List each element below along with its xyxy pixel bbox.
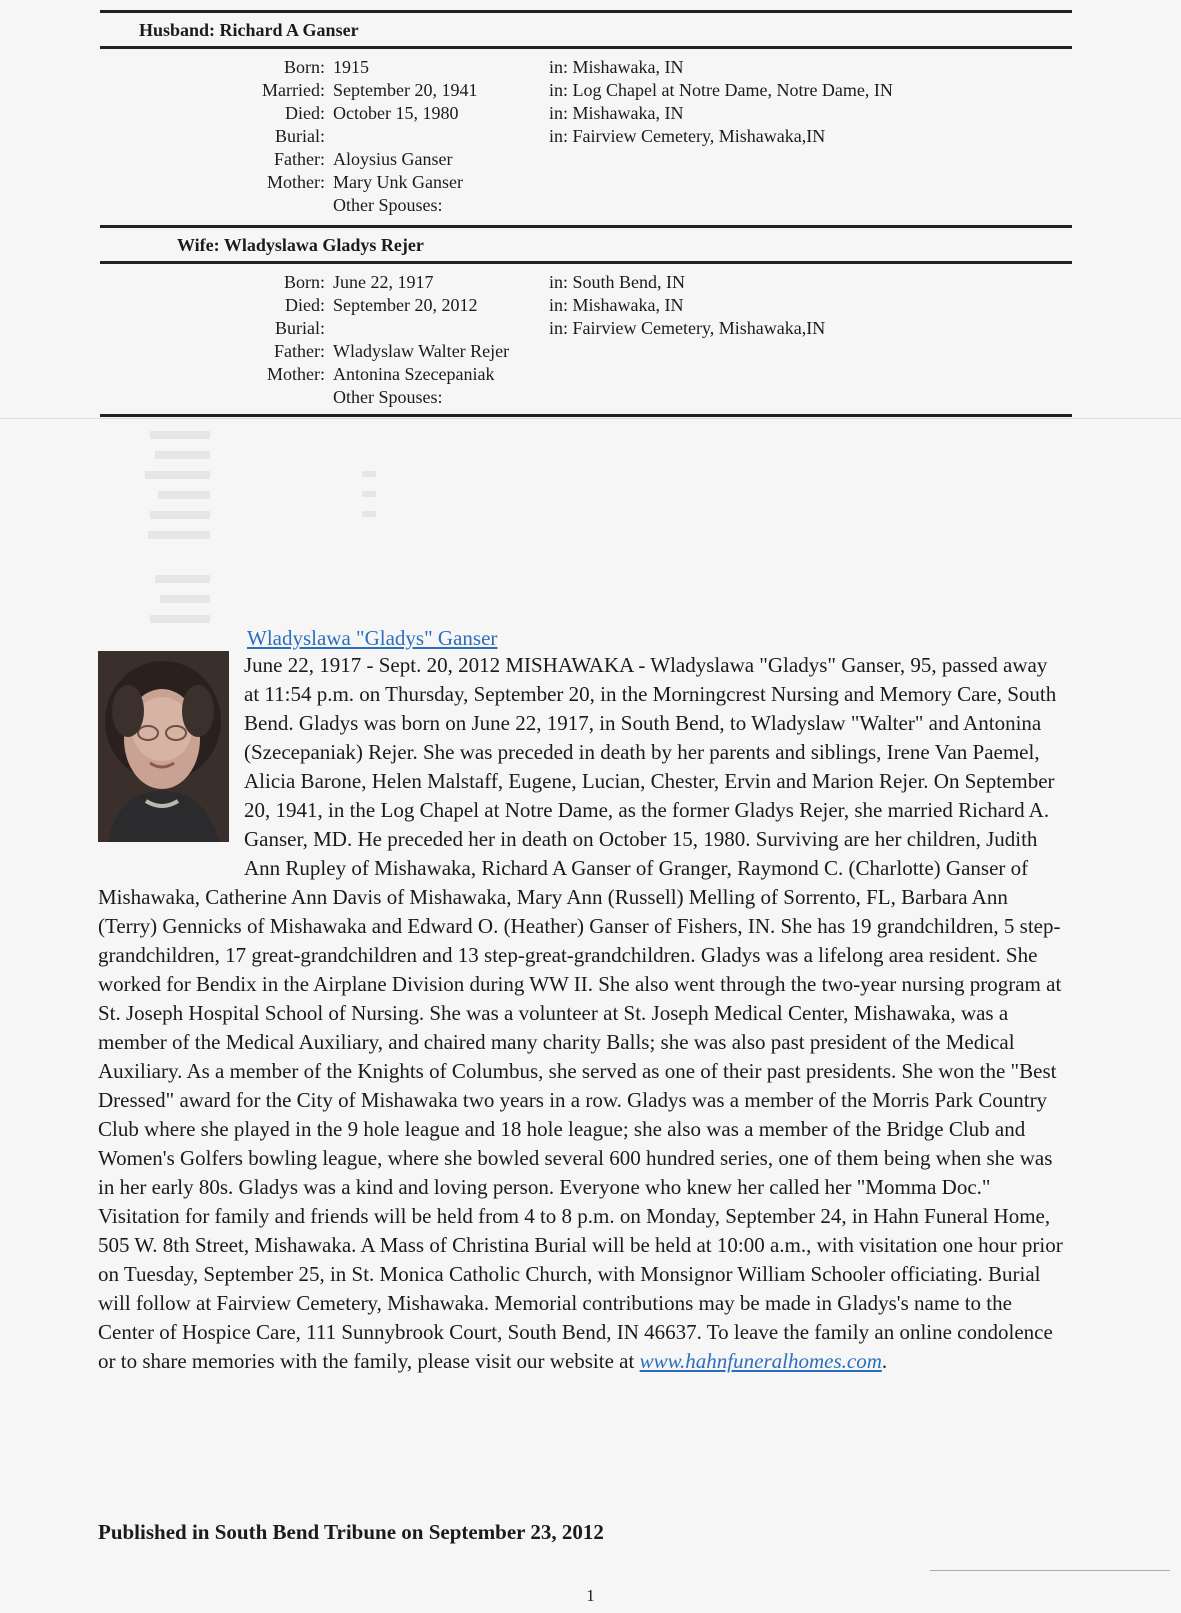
top-rule: [100, 10, 1072, 13]
father-value: Wladyslaw Walter Rejer: [333, 341, 510, 361]
died-location: in: Mishawaka, IN: [549, 295, 684, 315]
mother-value: Antonina Szecepaniak: [333, 364, 495, 384]
obituary-name-link[interactable]: Wladyslawa "Gladys" Ganser: [247, 626, 498, 650]
father-label: Father:: [274, 149, 325, 169]
husband-name: Richard A Ganser: [219, 20, 359, 40]
other-spouses-label: Other Spouses:: [333, 195, 443, 215]
mother-value: Mary Unk Ganser: [333, 172, 463, 192]
wife-born-row: [100, 271, 1072, 294]
married-value: September 20, 1941: [333, 80, 478, 100]
page-number: 1: [586, 1586, 595, 1605]
burial-label: Burial:: [275, 318, 325, 338]
obituary-body: June 22, 1917 - Sept. 20, 2012 MISHAWAKA - Wladyslawa "Gladys" Ganser, 95, passed away at 11:54 p.m. on Thursday, September 20, in the Morningcrest Nursing and Memory Care, South Bend. Gladys was born on June 22, 1917, in South Bend, to Wladyslaw "Walter" and Antonina (Szecepaniak) Rejer. She was preceded in death by her parents and siblings, Irene Van Paemel, Alicia Barone, Helen Malstaff, Eugene, Lucian, Chester, Ervin and Marion Rejer. On September 20, 1941, in the Log Chapel at Notre Dame, as the former Gladys Rejer, she married Richard A. Ganser, MD. He preceded her in death on October 15, 1980. Surviving are her children, Judith Ann Rupley of Mishawaka, Richard A Ganser of Granger, Raymond C. (Charlotte) Ganser of Mishawaka, Catherine Ann Davis of Mishawaka, Mary Ann (Russell) Melling of Sorrento, FL, Barbara Ann (Terry) Gennicks of Mishawaka and Edward O. (Heather) Ganser of Fishers, IN. She has 19 grandchildren, 5 step-grandchildren, 17 great-grandchildren and 13 step-great-grandchildren. Gladys was a lifelong area resident. She worked for Bendix in the Airplane Division during WW II. She also went through the two-year nursing program at St. Joseph Hospital School of Nursing. She was a volunteer at St. Joseph Medical Center, Mishawaka, was a member of the Medical Auxiliary, and chaired many charity Balls; she was also past president of the Medical Auxiliary. As a member of the Knights of Columbus, she served as one of their past presidents. She won the "Best Dressed" award for the City of Mishawaka two years in a row. Gladys was a member of the Morris Park Country Club where she played in the 9 hole league and 18 hole league; she also was a member of the Bridge Club and Women's Golfers bowling league, where she bowled several 600 hundred series, one of them being when she was in her early 80s. Gladys was a kind and loving person. Everyone who knew her called her "Momma Doc." Visitation for family and friends will be held from 4 to 8 p.m. on Monday, September 24, in Hahn Funeral Home, 505 W. 8th Street, Mishawaka. A Mass of Christina Burial will be held at 10:00 a.m., with visitation one hour prior on Tuesday, September 25, in St. Monica Catholic Church, with Monsignor William Schooler officiating. Burial will follow at Fairview Cemetery, Mishawaka. Memorial contributions may be made in Gladys's name to the Center of Hospice Care, 111 Sunnybrook Court, South Bend, IN 46637. To leave the family an online condolence or to share memories with the family, please visit our website at www.hahnfuneralhomes.com.: [98, 653, 1063, 1373]
burial-location: in: Fairview Cemetery, Mishawaka,IN: [549, 318, 826, 338]
wife-other-spouses-row: [100, 386, 1072, 409]
page-separator: [0, 418, 1181, 419]
wife-name: Wladyslawa Gladys Rejer: [223, 235, 424, 255]
husband-rule: [100, 46, 1072, 49]
published-line: Published in South Bend Tribune on September 23, 2012: [98, 1520, 604, 1544]
died-location: in: Mishawaka, IN: [549, 103, 684, 123]
wife-bottom-rule: [100, 414, 1072, 417]
born-value: June 22, 1917: [333, 272, 434, 292]
husband-father-row: [100, 148, 1072, 171]
husband-born-row: [100, 56, 1072, 79]
website-link[interactable]: www.hahnfuneralhomes.com: [639, 1349, 882, 1373]
mother-label: Mother:: [267, 172, 325, 192]
wife-father-row: [100, 340, 1072, 363]
husband-other-spouses-row: [100, 194, 1072, 217]
wife-heading: Wife: Wladyslawa Gladys Rejer: [177, 235, 424, 255]
wife-rule: [100, 261, 1072, 264]
husband-married-row: [100, 79, 1072, 102]
husband-mother-row: [100, 171, 1072, 194]
footer-line: [930, 1570, 1170, 1571]
married-location: in: Log Chapel at Notre Dame, Notre Dame, IN: [549, 80, 893, 100]
born-location: in: South Bend, IN: [549, 272, 686, 292]
burial-label: Burial:: [275, 126, 325, 146]
burial-location: in: Fairview Cemetery, Mishawaka,IN: [549, 126, 826, 146]
obituary-text: June 22, 1917 - Sept. 20, 2012 MISHAWAKA - Wladyslawa "Gladys" Ganser, 95, passed away at 11:54 p.m. on Thursday, September 20, in the Morningcrest Nursing and Memory Care, South Bend. Gladys was born on June 22, 1917, in South Bend, to Wladyslaw "Walter" and Antonina (Szecepaniak) Rejer. She was preceded in death by her parents and siblings, Irene Van Paemel, Alicia Barone, Helen Malstaff, Eugene, Lucian, Chester, Ervin and Marion Rejer. On September 20, 1941, in the Log Chapel at Notre Dame, as the former Gladys Rejer, she married Richard A. Ganser, MD. He preceded her in death on October 15, 1980. Surviving are her children, Judith Ann Rupley of Mishawaka, Richard A Ganser of Granger, Raymond C. (Charlotte) Ganser of Mishawaka, Catherine Ann Davis of Mishawaka, Mary Ann (Russell) Melling of Sorrento, FL, Barbara Ann (Terry) Gennicks of Mishawaka and Edward O. (Heather) Ganser of Fishers, IN. She has 19 grandchildren, 5 step-grandchildren, 17 great-grandchildren and 13 step-great-grandchildren. Gladys was a lifelong area resident. She worked for Bendix in the Airplane Division during WW II. She also went through the two-year nursing program at St. Joseph Hospital School of Nursing. She was a volunteer at St. Joseph Medical Center, Mishawaka, was a member of the Medical Auxiliary, and chaired many charity Balls; she was also past president of the Medical Auxiliary. As a member of the Knights of Columbus, she served as one of their past presidents. She won the "Best Dressed" award for the City of Mishawaka two years in a row. Gladys was a member of the Morris Park Country Club where she played in the 9 hole league and 18 hole league; she also was a member of the Bridge Club and Women's Golfers bowling league, where she bowled several 600 hundred series, one of them being when she was in her early 80s. Gladys was a kind and loving person. Everyone who knew her called her "Momma Doc." Visitation for family and friends will be held from 4 to 8 p.m. on Monday, September 24, in Hahn Funeral Home, 505 W. 8th Street, Mishawaka. A Mass of Christina Burial will be held at 10:00 a.m., with visitation one hour prior on Tuesday, September 25, in St. Monica Catholic Church, with Monsignor William Schooler officiating. Burial will follow at Fairview Cemetery, Mishawaka. Memorial contributions may be made in Gladys's name to the Center of Hospice Care, 111 Sunnybrook Court, South Bend, IN 46637. To leave the family an online condolence or to share memories with the family, please visit our website at: [98, 653, 1063, 1373]
died-value: October 15, 1980: [333, 103, 459, 123]
father-value: Aloysius Ganser: [333, 149, 453, 169]
show-through-ghost: [110, 425, 490, 625]
died-label: Died:: [285, 295, 325, 315]
husband-died-row: [100, 102, 1072, 125]
died-value: September 20, 2012: [333, 295, 478, 315]
died-label: Died:: [285, 103, 325, 123]
born-label: Born:: [283, 57, 325, 77]
wife-mother-row: [100, 363, 1072, 386]
born-location: in: Mishawaka, IN: [549, 57, 684, 77]
mother-label: Mother:: [267, 364, 325, 384]
wife-died-row: [100, 294, 1072, 317]
born-value: 1915: [333, 57, 369, 77]
husband-heading: Husband: Richard A Ganser: [139, 20, 359, 40]
wife-burial-row: [100, 317, 1072, 340]
husband-burial-row: [100, 125, 1072, 148]
other-spouses-label: Other Spouses:: [333, 387, 443, 407]
married-label: Married:: [262, 80, 325, 100]
father-label: Father:: [274, 341, 325, 361]
wife-top-rule: [100, 225, 1072, 228]
born-label: Born:: [283, 272, 325, 292]
